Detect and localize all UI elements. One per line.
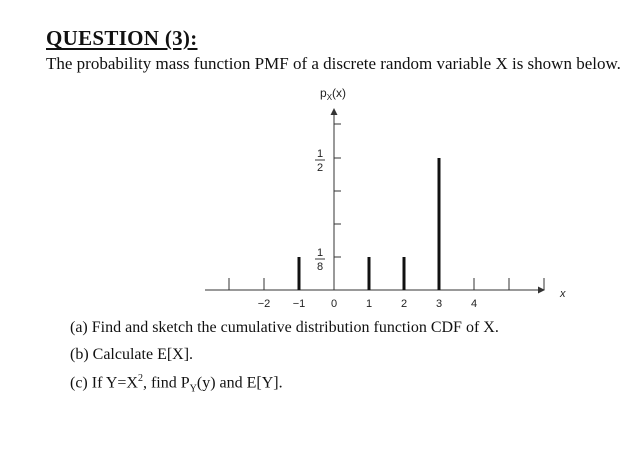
x-tick-label: −2 (257, 298, 271, 310)
question-heading: QUESTION (3): (46, 26, 198, 50)
svg-text:1: 1 (316, 148, 324, 160)
x-tick-label: 2 (400, 298, 408, 310)
level-label-half (315, 148, 325, 174)
question-intro: The probability mass function PMF of a discrete random variable X is shown below. (46, 54, 621, 73)
x-tick-label: 1 (365, 298, 373, 310)
pmf-stem (403, 257, 406, 290)
part-a: (a) Find and sketch the cumulative distribution function CDF of X. (70, 319, 499, 336)
svg-text:1: 1 (316, 247, 324, 259)
x-tick-label: 4 (470, 298, 478, 310)
pmf-stem (368, 257, 371, 290)
svg-text:8: 8 (316, 261, 324, 273)
x-tick-label: 0 (330, 298, 338, 310)
x-tick-label: −1 (292, 298, 306, 310)
x-axis-label: x (560, 288, 566, 300)
x-tick-label: 3 (435, 298, 443, 310)
part-b: (b) Calculate E[X]. (70, 346, 194, 363)
pmf-stem (298, 257, 301, 290)
level-label-eighth (315, 247, 325, 273)
svg-text:2: 2 (316, 162, 324, 174)
y-axis-label: $p_X(x)$ (320, 86, 347, 102)
pmf-stem (438, 158, 441, 290)
part-c: (c) If $Y=X^2$, find $P_Y(y)$ and E[Y]. (70, 373, 283, 395)
